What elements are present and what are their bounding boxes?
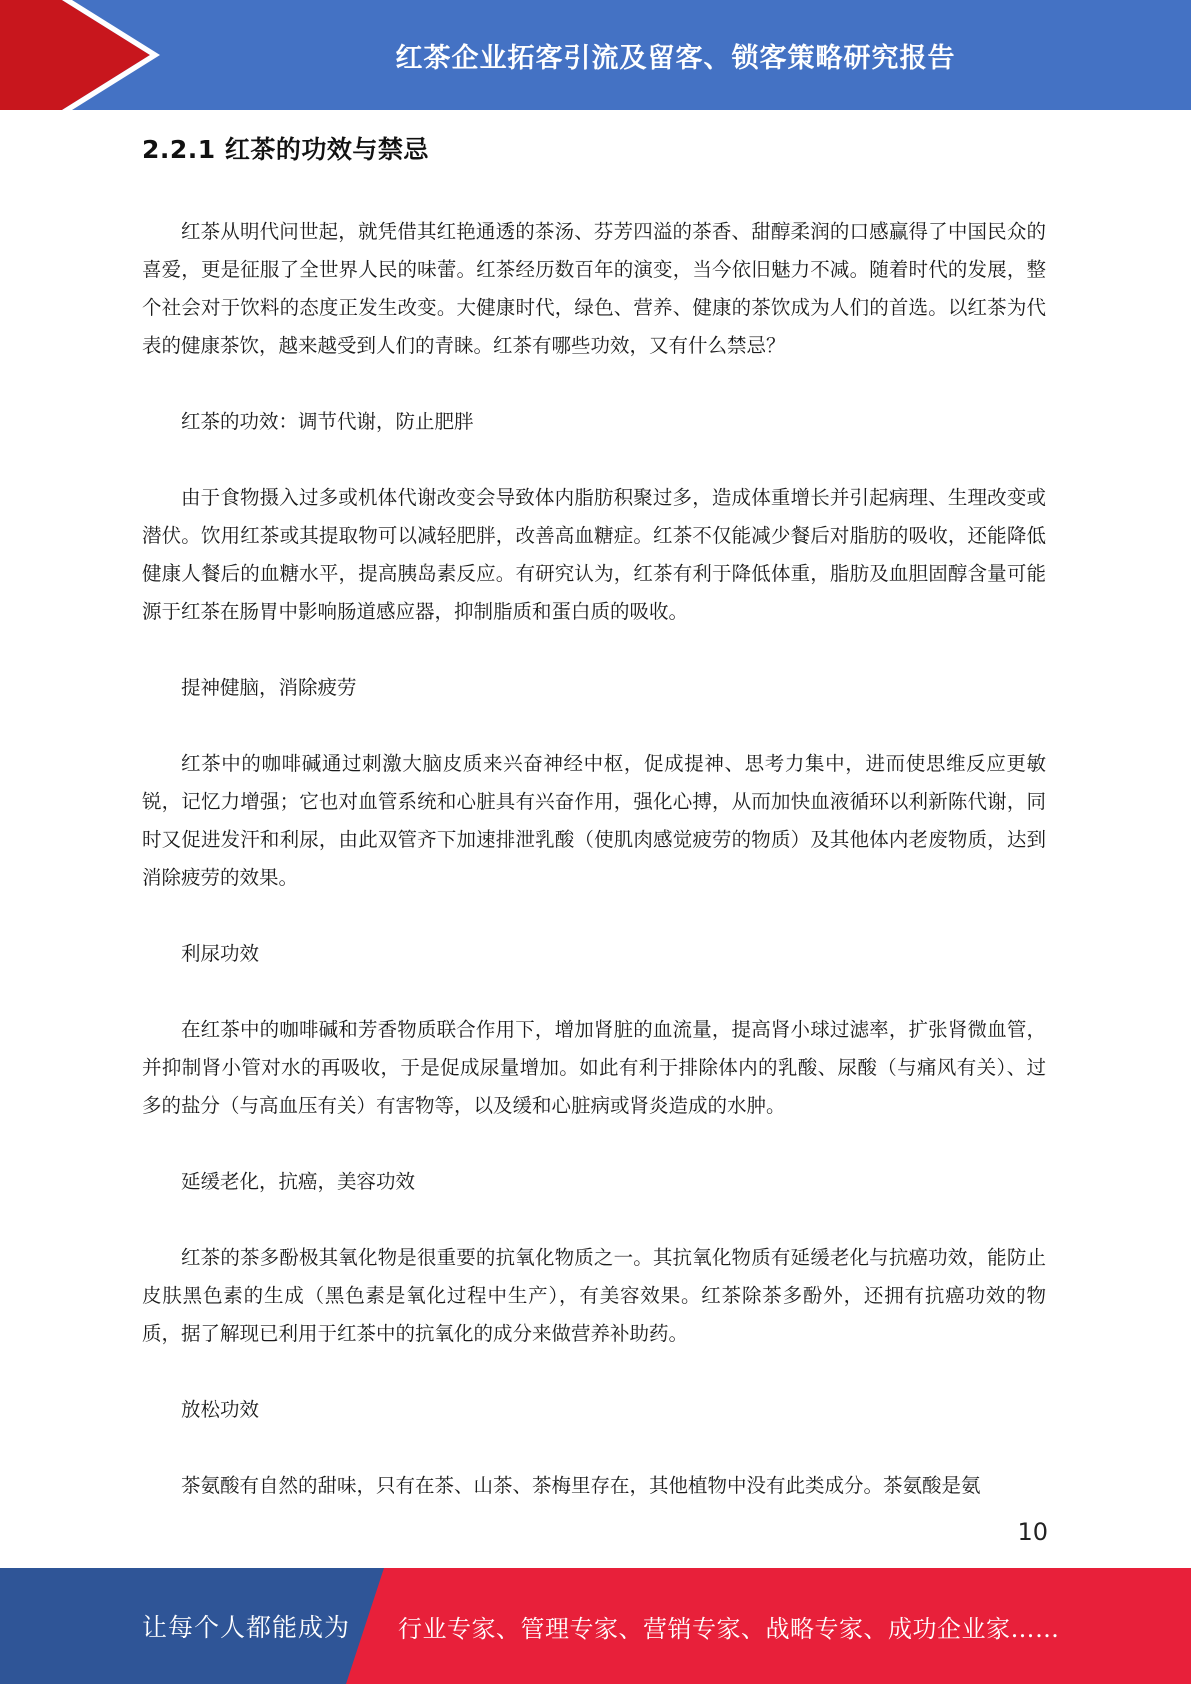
subheading-refresh: 提神健脑，消除疲劳 [181, 676, 357, 699]
subheading-metabolism: 红茶的功效：调节代谢，防止肥胖 [181, 410, 474, 433]
paragraph-diuretic: 在红茶中的咖啡碱和芳香物质联合作用下，增加肾脏的血流量，提高肾小球过滤率，扩张肾微血管，并抑制肾小管对水的再吸收，于是促成尿量增加。如此有利于排除体内的乳酸、尿酸（与痛风有关）、过多的盐分（与高血压有关）有害物等，以及缓和心脏病或肾炎造成的水肿。 [142, 1018, 1046, 1117]
paragraph-relax: 茶氨酸有自然的甜味，只有在茶、山茶、茶梅里存在，其他植物中没有此类成分。茶氨酸是氨 [181, 1474, 981, 1497]
footer-slogan-left: 让每个人都能成为 [142, 1613, 351, 1642]
page-header [0, 0, 1191, 110]
footer-slogan-right: 行业专家、管理专家、营销专家、战略专家、成功企业家…… [398, 1614, 1060, 1643]
paragraph-metabolism: 由于食物摄入过多或机体代谢改变会导致体内脂肪积聚过多，造成体重增长并引起病理、生理改变或潜伏。饮用红茶或其提取物可以减轻肥胖，改善高血糖症。红茶不仅能减少餐后对脂肪的吸收，还能降低健康人餐后的血糖水平，提高胰岛素反应。有研究认为，红茶有利于降低体重，脂肪及血胆固醇含量可能源于红茶在肠胃中影响肠道感应器，抑制脂质和蛋白质的吸收。 [142, 486, 1046, 623]
subheading-relax: 放松功效 [181, 1398, 260, 1421]
intro-paragraph: 红茶从明代问世起，就凭借其红艳通透的茶汤、芬芳四溢的茶香、甜醇柔润的口感赢得了中国民众的喜爱，更是征服了全世界人民的味蕾。红茶经历数百年的演变，当今依旧魅力不减。随着时代的发展，整个社会对于饮料的态度正发生改变。大健康时代，绿色、营养、健康的茶饮成为人们的首选。以红茶为代表的健康茶饮，越来越受到人们的青睐。红茶有哪些功效，又有什么禁忌？ [142, 220, 1046, 357]
body-content [142, 213, 1046, 1505]
paragraph-antiaging: 红茶的茶多酚极其氧化物是很重要的抗氧化物质之一。其抗氧化物质有延缓老化与抗癌功效，能防止皮肤黑色素的生成（黑色素是氧化过程中生产），有美容效果。红茶除茶多酚外，还拥有抗癌功效的物质，据了解现已利用于红茶中的抗氧化的成分来做营养补助药。 [142, 1246, 1046, 1345]
subheading-antiaging: 延缓老化，抗癌，美容功效 [181, 1170, 416, 1193]
paragraph-refresh: 红茶中的咖啡碱通过刺激大脑皮质来兴奋神经中枢，促成提神、思考力集中，进而使思维反应更敏锐，记忆力增强；它也对血管系统和心脏具有兴奋作用，强化心搏，从而加快血液循环以利新陈代谢，同时又促进发汗和利尿，由此双管齐下加速排泄乳酸（使肌肉感觉疲劳的物质）及其他体内老废物质，达到消除疲劳的效果。 [142, 752, 1046, 889]
report-title: 红茶企业拓客引流及留客、锁客策略研究报告 [395, 42, 956, 74]
section-heading: 2.2.1 红茶的功效与禁忌 [142, 135, 429, 164]
subheading-diuretic: 利尿功效 [181, 942, 260, 965]
page-number: 10 [1017, 1518, 1048, 1546]
page-footer [0, 1568, 1191, 1684]
